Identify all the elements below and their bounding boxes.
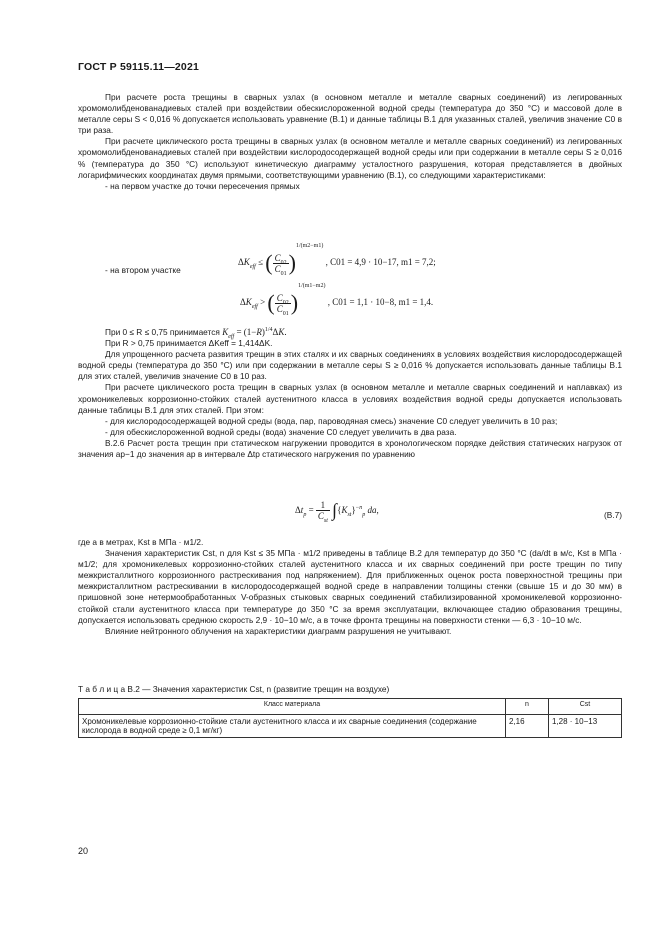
table-cell: 2,16	[506, 715, 549, 738]
table-header-row	[79, 699, 622, 715]
equation-number: (В.7)	[604, 510, 622, 520]
column-header: Cst	[549, 699, 622, 715]
paragraph: Значения характеристик Cst, n для Kst ≤ 35 МПа · м1/2 приведены в таблице В.2 для температур до 350 °С (da/dt в м/с, Kst в МПа · м1/2; для хромоникелевых коррозионно-стойких сталей аустенитного класса и их сварных соединений при росте трещин по типу межкристаллитного коррозионного растрескивания под напряжением). Для приближенных оценок роста поверхностной трещины при межкристаллитном растрескивании в кислородосодержащей водной среде в направлении толщины стенки (свыше 15 и до 30 мм) в пришовной зоне нетермообработанных V-образных стыковых сварных соединений стабилизированной хромоникелевой коррозионно-стойкой стали аустенитного класса при температуре до 350 °С за время эксплуатации, включающее стадию образования трещины, допускается использовать среднюю скорость 2,9 · 10−10 м/с, а в точке фронта трещины на поверхности стенки — 6,3 · 10−10 м/с.	[78, 548, 622, 625]
paragraph: Влияние нейтронного облучения на характеристики диаграмм разрушения не учитывают.	[105, 625, 452, 636]
paragraph: При R > 0,75 принимается ΔKeff = 1,414ΔK.	[105, 338, 273, 349]
table-cell: Хромоникелевые коррозионно-стойкие стали аустенитного класса и их сварные соединения (содержание кислорода в водной среде ≥ 0,1 мг/кг)	[79, 715, 506, 738]
paragraph: Для упрощенного расчета развития трещин в этих сталях и их сварных соединениях в условиях воздействия кислородосодержащей водной среды (температура до 350 °С) или при содержании в металле серы S ≥ 0,016 % допускается использовать данные таблицы В.1 для этих сталей, увеличив значение C0 в 10 раз.	[78, 349, 622, 382]
document-header: ГОСТ Р 59115.11—2021	[78, 61, 200, 73]
table-title: Т а б л и ц а В.2 — Значения характеристик Cst, n (развитие трещин на воздухе)	[78, 684, 390, 694]
paragraph: В.2.6 Расчет роста трещин при статическом нагружении проводится в хронологическом порядке действия статических нагрузок от значения ap−1 до значения ap в интервале Δtp статического нагружения по уравнению	[78, 437, 622, 460]
list-item: - на первом участке до точки пересечения прямых	[105, 180, 300, 191]
formula-first-segment: $\Delta K_{eff}$ ≤ ( $\frac{C_{02}}{C_{01}}$ )$^{1/(m2-m1)}$ , C01 = 4,9 · 10−17, m1 = 7,2;	[238, 243, 436, 277]
list-item: - для кислородосодержащей водной среды (вода, пар, пароводяная смесь) значение C0 следует увеличить в 10 раз;	[105, 415, 558, 426]
list-item: - на втором участке	[105, 265, 181, 275]
body-block-2	[78, 265, 622, 276]
body-block-3	[78, 327, 622, 460]
formula-second-segment: $\Delta K_{eff}$ > ( $\frac{C_{02}}{C_{01}}$ )$^{1/(m1-m2)}$ , C01 = 1,1 · 10−8, m1 = 1,4.	[240, 283, 434, 317]
formula-constants: C01 = 1,1 · 10−8, m1 = 1,4.	[332, 297, 434, 308]
table-row	[79, 715, 622, 738]
paragraph: При расчете роста трещины в сварных узлах (в основном металле и металле сварных соединений) из легированных хромомолибденованадиевых сталей при воздействии обескислороженной водной среды (температура до 350 °С) и массовой доле в металле серы S < 0,016 % допускается использовать уравнение (В.1) и данные таблицы В.1 для указанных сталей, увеличив значение C0 в три раза.	[78, 92, 622, 136]
formula-constants: C01 = 4,9 · 10−17, m1 = 7,2;	[330, 257, 436, 268]
paragraph: где а в метрах, Kst в МПа · м1/2.	[78, 537, 204, 547]
table-cell: 1,28 · 10−13	[549, 715, 622, 738]
data-table	[78, 698, 622, 738]
r-condition-text: При 0 ≤ R ≤ 0,75 принимается	[105, 327, 220, 337]
paragraph: При 0 ≤ R ≤ 0,75 принимается $K_{eff} = (1-R)^{1/4}\Delta K$.	[105, 327, 287, 340]
page-number: 20	[78, 846, 89, 856]
paragraph: При расчете циклического роста трещин в сварных узлах (в основном металле и металле сварных соединений и наплавках) из хромоникелевых коррозионно-стойких сталей аустенитного класса в условиях воздействия водной среды допускается использовать данные таблицы В.1 для этих сталей. При этом:	[78, 382, 622, 415]
formula-b7: $\Delta t_p$ = $\frac{1}{C_{st}}$ $\int\{K_{st}\}^{-n}_p$ da,	[295, 500, 379, 524]
column-header: n	[506, 699, 549, 715]
list-item: - для обескислороженной водной среды (вода) значение C0 следует увеличить в два раза.	[105, 426, 457, 437]
paragraph: При расчете циклического роста трещины в сварных узлах (в основном металле и металле сварных соединений) из легированных хромомолибденованадиевых сталей при воздействии кислородосодержащей водной среды или при содержании в металле серы S ≥ 0,016 % (температура до 350 °С) используют кинетическую диаграмму усталостного разрушения, которая представляется в двойных логарифмических координатах двумя прямыми, соответствующими уравнению (В.1), со следующими характеристиками:	[78, 136, 622, 180]
body-block-4	[78, 537, 622, 637]
body-block-1	[78, 92, 622, 192]
column-header: Класс материала	[79, 699, 506, 715]
